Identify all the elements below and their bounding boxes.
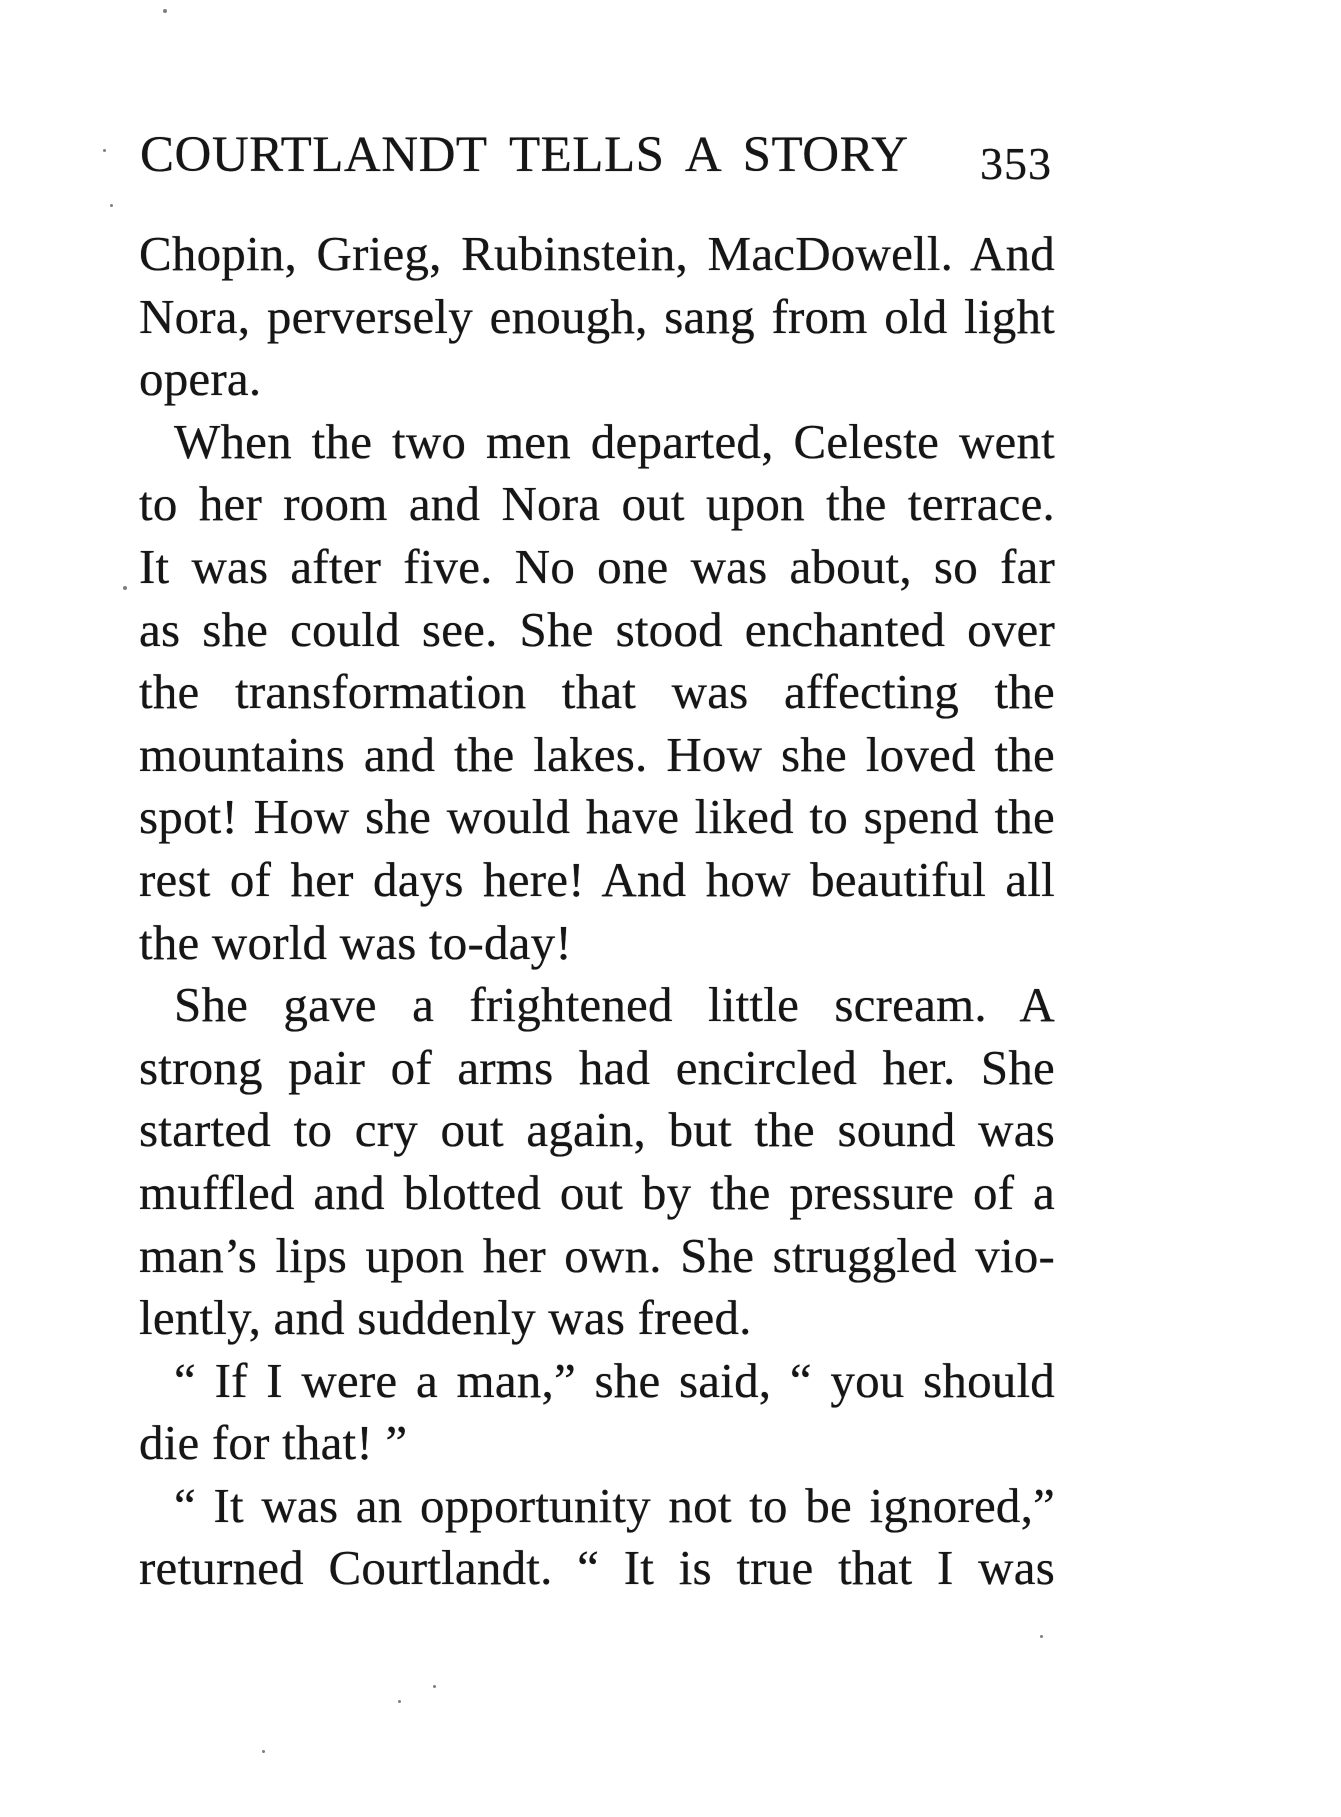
text-line: She gave a frightened little scream. A bbox=[174, 977, 1055, 1033]
text-line: to her room and Nora out upon the terrace. bbox=[139, 476, 1055, 532]
text-line: as she could see. She stood enchanted over bbox=[139, 601, 1055, 657]
text-line: started to cry out again, but the sound was bbox=[139, 1102, 1055, 1158]
scan-speck bbox=[110, 204, 113, 207]
text-line: die for that! ” bbox=[139, 1415, 408, 1471]
text-line: lently, and suddenly was freed. bbox=[139, 1290, 752, 1346]
running-header-title: COURTLANDT TELLS A STORY bbox=[140, 127, 909, 183]
page-number: 353 bbox=[980, 138, 1052, 189]
page-header bbox=[139, 0, 1055, 210]
text-line: When the two men departed, Celeste went bbox=[174, 413, 1055, 469]
text-line: Nora, perversely enough, sang from old light bbox=[139, 288, 1055, 344]
text-line: Chopin, Grieg, Rubinstein, MacDowell. And bbox=[139, 226, 1055, 281]
page-text bbox=[139, 223, 1055, 1600]
text-line: the transformation that was affecting the bbox=[139, 664, 1055, 720]
text-line: muffled and blotted out by the pressure of a bbox=[139, 1164, 1055, 1220]
text-line: the world was to-day! bbox=[139, 914, 572, 970]
scan-speck bbox=[123, 586, 127, 590]
text-line: spot! How she would have liked to spend the bbox=[139, 789, 1055, 845]
scan-speck bbox=[103, 149, 106, 152]
scan-speck bbox=[262, 1750, 265, 1753]
text-line: returned Courtlandt. “ It is true that I was bbox=[139, 1540, 1055, 1596]
text-line: “ If I were a man,” she said, “ you should bbox=[174, 1352, 1055, 1408]
text-line: strong pair of arms had encircled her. She bbox=[139, 1039, 1055, 1095]
scan-speck bbox=[433, 1685, 436, 1688]
scan-speck bbox=[1040, 1635, 1043, 1638]
text-line: man’s lips upon her own. She struggled vio- bbox=[139, 1227, 1055, 1283]
text-line: “ It was an opportunity not to be ignored,” bbox=[174, 1477, 1055, 1533]
scan-speck bbox=[398, 1700, 401, 1703]
text-line: It was after five. No one was about, so far bbox=[139, 538, 1055, 594]
text-line: opera. bbox=[139, 351, 262, 407]
scan-speck bbox=[163, 9, 167, 13]
text-line: mountains and the lakes. How she loved the bbox=[139, 726, 1055, 782]
text-line: rest of her days here! And how beautiful all bbox=[139, 851, 1055, 907]
